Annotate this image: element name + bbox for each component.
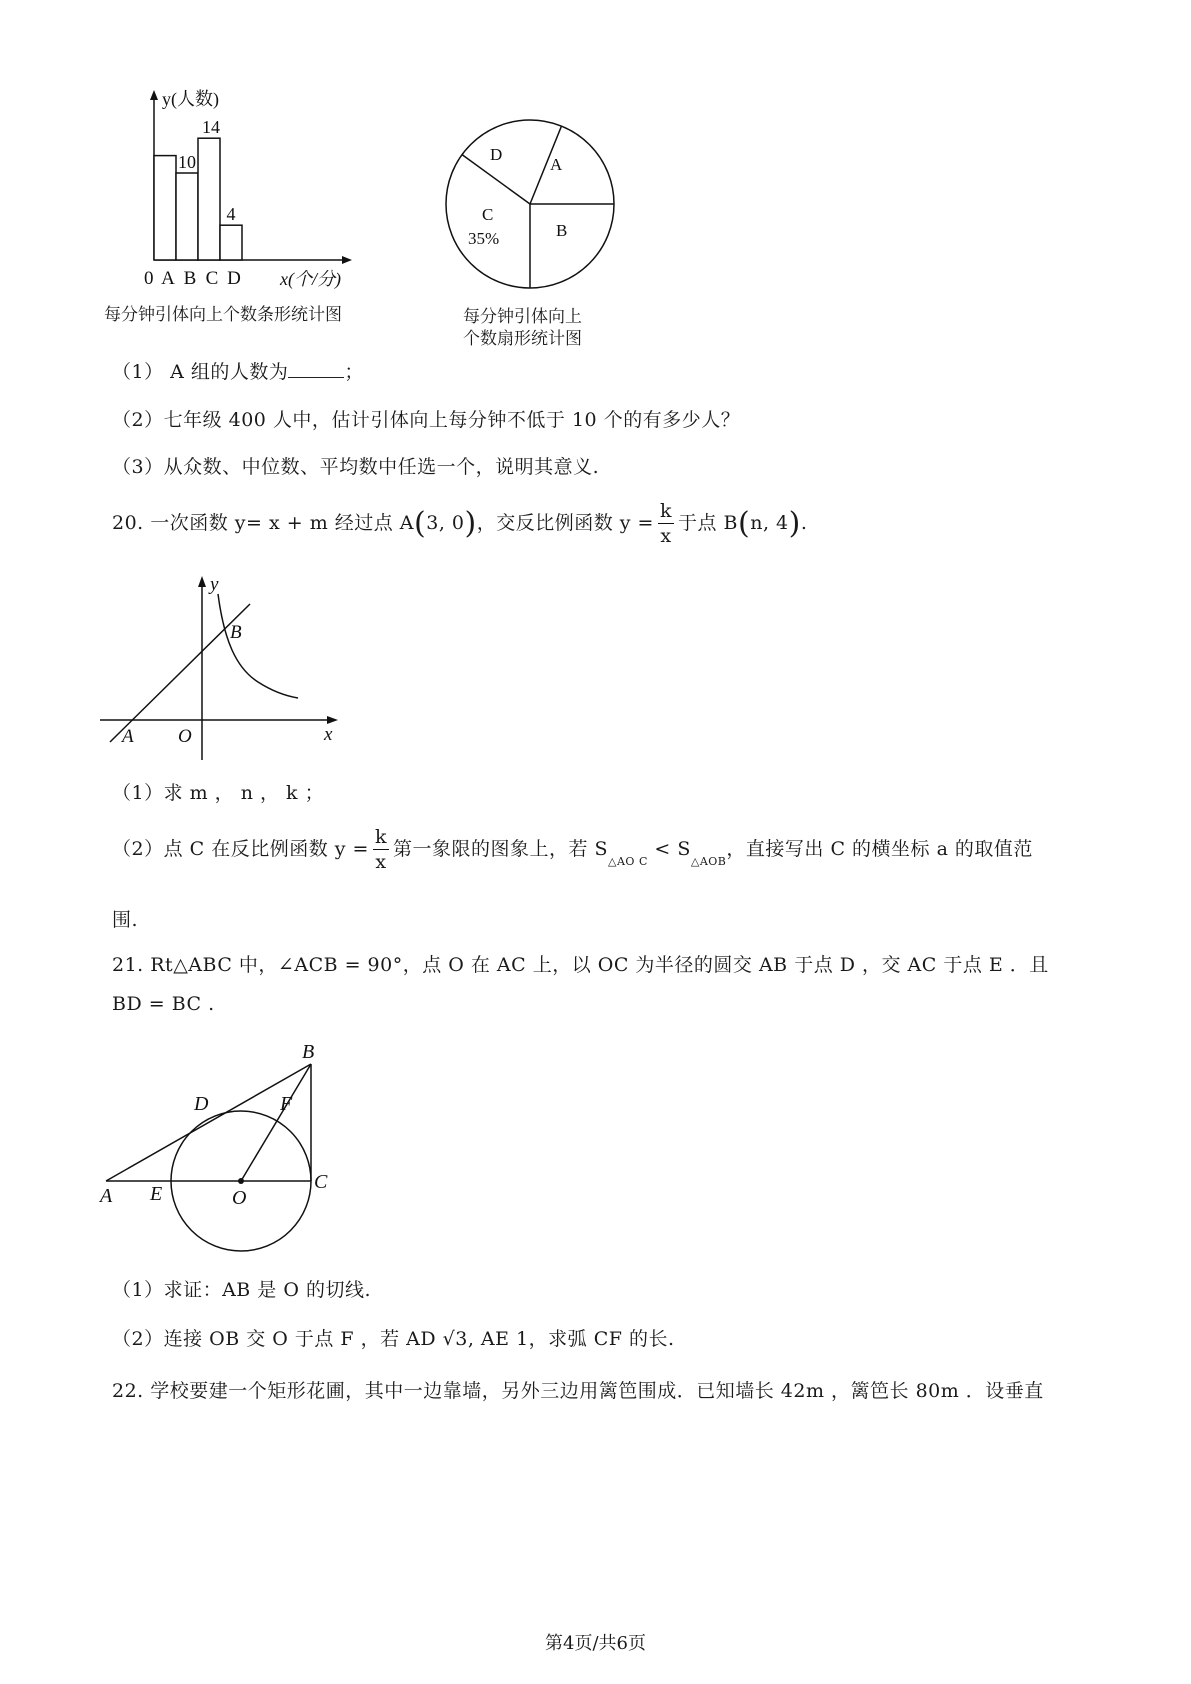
q19-part1 — [112, 357, 364, 384]
x-tick-label-d: D — [227, 268, 241, 289]
geo-label-a: A — [100, 1185, 113, 1207]
center-point-o — [238, 1178, 244, 1184]
pie-chart-caption-2: 个数扇形统计图 — [463, 329, 582, 349]
graph-label-x: x — [324, 724, 333, 745]
segment-ob — [241, 1064, 311, 1181]
q20-intro-b: ，交反比例函数 y = — [476, 512, 654, 534]
q19-part3: （3）从众数、中位数、平均数中任选一个，说明其意义. — [112, 456, 600, 478]
q20-part2-b: 第一象限的图象上，若 S — [392, 838, 609, 860]
y-axis-label: y(人数) — [162, 89, 219, 109]
q20-part2-d: ，直接写出 C 的横坐标 a 的取值范 — [726, 838, 1033, 860]
x-tick-label-a: A — [161, 268, 175, 289]
geo-label-c: C — [314, 1171, 328, 1193]
q20-subscript-aob: △AOB — [690, 855, 727, 868]
q20-part1: （1）求 m ， n ， k ； — [112, 782, 325, 804]
bar-chart — [140, 88, 400, 298]
graph-label-y: y — [210, 574, 219, 595]
q20-intro-c: 于点 B — [677, 512, 738, 534]
geo-label-o: O — [232, 1187, 247, 1209]
q20-intro-a: 20. 一次函数 y= x + m 经过点 A — [112, 512, 415, 534]
bar-value-label-c: 14 — [202, 117, 220, 138]
pie-chart-caption-1: 每分钟引体向上 — [463, 307, 582, 327]
q21-line1: 21. Rt△ABC 中，∠ACB = 90°，点 O 在 AC 上，以 OC 为半径的圆交 AB 于点 D ，交 AC 于点 E ．且 — [112, 954, 1049, 976]
bar-chart-caption: 每分钟引体向上个数条形统计图 — [104, 305, 342, 325]
origin-label: 0 — [144, 268, 154, 289]
q19-part1-text: （1） A 组的人数为 — [112, 361, 289, 383]
q20-part2-fraction: $\frac{k}{x}$ — [374, 826, 387, 873]
graph-label-o: O — [178, 726, 192, 747]
q19-part1-end: ； — [344, 361, 364, 383]
geo-label-f: F — [280, 1093, 293, 1115]
pie-chart — [442, 116, 622, 296]
bar-c — [198, 138, 220, 260]
q20-part2-c: < S — [647, 838, 691, 860]
q21-line2: BD = BC . — [112, 993, 215, 1015]
pie-label-c-percent: 35% — [468, 229, 500, 248]
geo-label-e: E — [150, 1183, 163, 1205]
pie-label-d: D — [490, 145, 503, 164]
page-footer: 第4页/共6页 — [545, 1633, 646, 1654]
geo-label-b: B — [302, 1041, 315, 1063]
x-tick-label-b: B — [183, 268, 197, 289]
bars-group — [154, 117, 242, 289]
q20-point-b: n, 4 — [750, 512, 789, 534]
bar-value-label-b: 10 — [178, 152, 196, 172]
q20-part2-a: （2）点 C 在反比例函数 y = — [112, 838, 369, 860]
q20-part2 — [112, 828, 1033, 872]
x-axis-arrow — [327, 716, 338, 724]
bar-a — [154, 156, 176, 260]
pie-label-b: B — [556, 221, 568, 240]
hyperbola-curve — [218, 594, 298, 698]
bar-b — [176, 173, 198, 260]
x-axis-label: x(个/分) — [280, 269, 341, 289]
x-axis-arrow — [342, 256, 352, 264]
q21-part2: （2）连接 OB 交 O 于点 F ，若 AD √3, AE 1，求弧 CF 的长. — [112, 1328, 675, 1350]
q20-intro-d: . — [800, 512, 808, 534]
pie-label-a: A — [550, 155, 563, 174]
y-axis-arrow — [150, 90, 158, 100]
q22-line1: 22. 学校要建一个矩形花圃，其中一边靠墙，另外三边用篱笆围成．已知墙长 42m ，篱笆长 80m ．设垂直 — [112, 1380, 1044, 1402]
q21-part1: （1）求证：AB 是 O 的切线. — [112, 1279, 372, 1301]
graph-label-a: A — [122, 726, 134, 747]
geometry-figure — [96, 1040, 356, 1260]
q19-part2: （2）七年级 400 人中，估计引体向上每分钟不低于 10 个的有多少人？ — [112, 409, 741, 431]
q20-fraction: $\frac{k}{x}$ — [659, 500, 672, 547]
bar-d — [220, 225, 242, 260]
q20-intro: 20. 一次函数 y= x + m 经过点 A(3, 0)，交反比例函数 y = $\frac{k}{x}$ 于点 B(n, 4). — [112, 500, 808, 547]
q20-point-a: 3, 0 — [426, 512, 465, 534]
function-graph — [96, 570, 356, 770]
answer-blank — [288, 361, 344, 378]
x-tick-label-c: C — [205, 268, 219, 289]
graph-label-b: B — [230, 622, 242, 643]
bar-value-label-d: 4 — [226, 204, 236, 225]
y-axis-arrow — [198, 576, 206, 587]
q20-part2-end: 围. — [112, 909, 139, 931]
linear-function-line — [110, 604, 250, 742]
q20-subscript-aoc: △AO C — [608, 855, 648, 868]
geo-label-d: D — [194, 1093, 209, 1115]
pie-label-c: C — [482, 205, 494, 224]
